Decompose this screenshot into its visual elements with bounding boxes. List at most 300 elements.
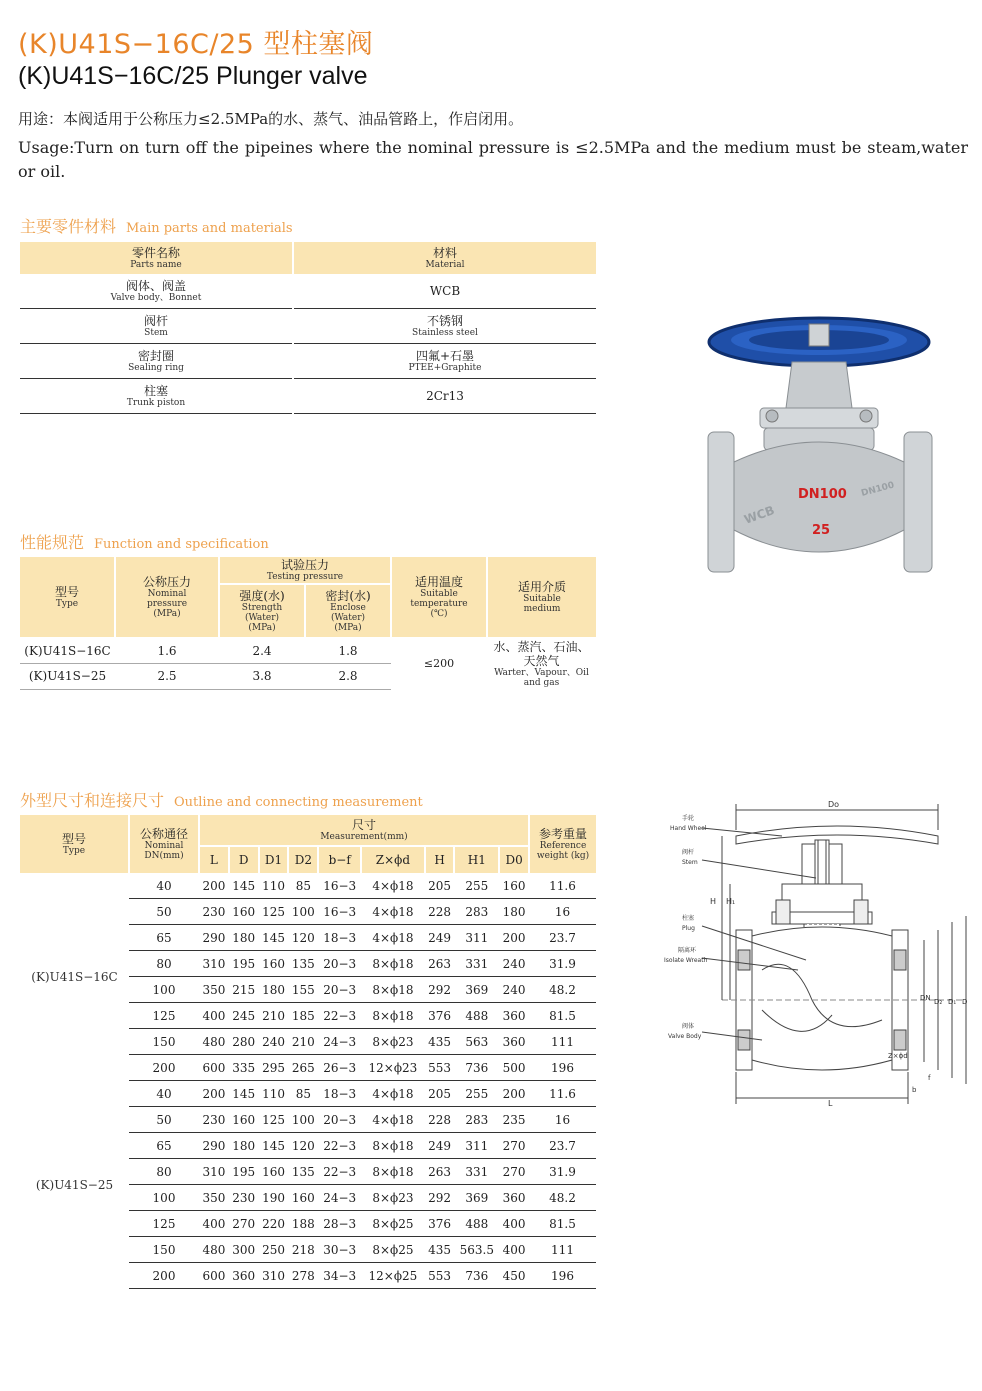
dims-value-cell: 331 [454, 1159, 499, 1185]
spec-strength-header [219, 584, 305, 638]
dims-value-cell: 30−3 [318, 1237, 361, 1263]
dims-value-cell: 28−3 [318, 1211, 361, 1237]
dims-value-cell: 292 [425, 977, 455, 1003]
spec-medium-cn2: 天然气 [523, 654, 560, 668]
label-body-cn: 阀体 [682, 1023, 695, 1030]
dims-value-cell: 360 [499, 1003, 529, 1029]
dims-weight-header-en2: weight (kg) [536, 851, 590, 861]
dims-col-header: D0 [499, 846, 529, 873]
dims-dn-cell: 100 [129, 977, 199, 1003]
part-name-cn: 阀体、阀盖 [125, 279, 186, 293]
dims-value-cell: 228 [425, 1107, 455, 1133]
label-plug-cn: 柱塞 [682, 915, 695, 922]
part-name-en: Trunk piston [126, 398, 186, 408]
dims-value-cell: 81.5 [529, 1211, 596, 1237]
dims-type-cell: (K)U41S−25 [35, 1177, 114, 1192]
dims-value-cell: 4×ϕ18 [361, 899, 424, 925]
spec-pn-header-en2: pressure [146, 599, 188, 609]
dim-d1: D₁ [948, 998, 957, 1006]
dim-zd: Z×ϕd [888, 1052, 908, 1060]
dims-value-cell: 563.5 [454, 1237, 499, 1263]
plunger-valve-photo [706, 312, 938, 578]
dims-value-cell: 400 [499, 1237, 529, 1263]
spec-seal-header-en2: (Water) [330, 613, 366, 623]
dims-dn-header [129, 815, 199, 873]
part-material-en: PTEE+Graphite [408, 363, 482, 373]
spec-type-header-cn: 型号 [54, 585, 79, 599]
spec-pn: 2.5 [115, 664, 219, 689]
parts-name-header-cn: 零件名称 [131, 246, 180, 260]
dims-value-cell: 145 [229, 1081, 259, 1107]
table-row [20, 873, 596, 899]
dim-do: Do [828, 800, 840, 809]
dims-value-cell: 488 [454, 1003, 499, 1029]
dims-weight-header [529, 815, 596, 873]
dims-value-cell: 18−3 [318, 1081, 361, 1107]
dim-h: H [710, 897, 717, 906]
dims-value-cell: 190 [259, 1185, 289, 1211]
dims-value-cell: 8×ϕ23 [361, 1185, 424, 1211]
dim-d: D [962, 998, 968, 1006]
dims-value-cell: 283 [454, 1107, 499, 1133]
dims-value-cell: 22−3 [318, 1133, 361, 1159]
label-hand-wheel-cn: 手轮 [682, 815, 695, 822]
dims-dn-cell: 150 [129, 1237, 199, 1263]
dims-value-cell: 31.9 [529, 1159, 596, 1185]
spec-medium-header [487, 557, 596, 638]
dims-dn-header-cn: 公称通径 [139, 827, 188, 841]
dims-dn-cell: 125 [129, 1211, 199, 1237]
dims-value-cell: 120 [288, 1133, 318, 1159]
spec-temp-header-en3: (℃) [430, 609, 448, 619]
dims-value-cell: 255 [454, 873, 499, 899]
dims-value-cell: 85 [288, 1081, 318, 1107]
dims-value-cell: 135 [288, 1159, 318, 1185]
dims-value-cell: 110 [259, 1081, 289, 1107]
dims-value-cell: 230 [229, 1185, 259, 1211]
dims-value-cell: 400 [499, 1211, 529, 1237]
dims-value-cell: 8×ϕ18 [361, 1003, 424, 1029]
dims-weight-header-cn: 参考重量 [538, 827, 587, 841]
dims-value-cell: 81.5 [529, 1003, 596, 1029]
dims-value-cell: 311 [454, 1133, 499, 1159]
part-material [293, 309, 596, 344]
dims-value-cell: 11.6 [529, 873, 596, 899]
dims-value-cell: 135 [288, 951, 318, 977]
dims-value-cell: 270 [499, 1159, 529, 1185]
dim-h1: H₁ [726, 897, 736, 906]
dims-value-cell: 196 [529, 1055, 596, 1081]
dims-value-cell: 200 [499, 1081, 529, 1107]
dims-value-cell: 8×ϕ18 [361, 977, 424, 1003]
dims-value-cell: 16−3 [318, 873, 361, 899]
dims-value-cell: 111 [529, 1237, 596, 1263]
dims-title-cn: 外型尺寸和连接尺寸 [20, 791, 165, 810]
dims-value-cell: 24−3 [318, 1029, 361, 1055]
dims-dn-cell: 200 [129, 1055, 199, 1081]
spec-test-header [219, 557, 391, 584]
dims-value-cell: 480 [199, 1029, 229, 1055]
spec-test-header-cn: 试验压力 [280, 558, 329, 572]
parts-name-header-en: Parts name [130, 260, 182, 270]
spec-type: (K)U41S−25 [20, 664, 115, 689]
dims-table [20, 815, 596, 1289]
cast-material-label: WCB [742, 502, 777, 527]
spec-pn: 1.6 [115, 638, 219, 664]
parts-row [20, 344, 596, 379]
spec-strength-header-en1: Strength [241, 603, 283, 613]
label-wreath-en: Isolate Wreath [664, 957, 708, 964]
dims-value-cell: 125 [259, 899, 289, 925]
spec-strength: 3.8 [219, 664, 305, 689]
dims-value-cell: 8×ϕ18 [361, 1159, 424, 1185]
dim-d2: D₂ [934, 998, 943, 1006]
dims-value-cell: 215 [229, 977, 259, 1003]
dims-value-cell: 85 [288, 873, 318, 899]
dims-value-cell: 600 [199, 1263, 229, 1289]
dim-f: f [928, 1074, 931, 1082]
dims-value-cell: 125 [259, 1107, 289, 1133]
dims-value-cell: 16 [529, 1107, 596, 1133]
dims-value-cell: 369 [454, 977, 499, 1003]
parts-title-en: Main parts and materials [126, 221, 293, 236]
dims-value-cell: 290 [199, 1133, 229, 1159]
dims-value-cell: 12×ϕ23 [361, 1055, 424, 1081]
part-material-cn: 不锈钢 [426, 314, 463, 328]
label-stem-cn: 阀杆 [682, 849, 695, 856]
parts-row [20, 274, 596, 309]
part-name [20, 309, 293, 344]
dims-value-cell: 295 [259, 1055, 289, 1081]
dims-value-cell: 11.6 [529, 1081, 596, 1107]
dims-value-cell: 220 [259, 1211, 289, 1237]
parts-row [20, 309, 596, 344]
dims-value-cell: 22−3 [318, 1159, 361, 1185]
dims-value-cell: 400 [199, 1003, 229, 1029]
spec-seal-header [305, 584, 391, 638]
dims-col-header: D2 [288, 846, 318, 873]
dims-value-cell: 400 [199, 1211, 229, 1237]
parts-table [20, 242, 596, 414]
dims-value-cell: 120 [288, 925, 318, 951]
dims-value-cell: 23.7 [529, 1133, 596, 1159]
spec-header-row-1 [20, 557, 596, 584]
spec-title-cn: 性能规范 [20, 533, 85, 552]
dims-col-header: Z×ϕd [361, 846, 424, 873]
dims-value-cell: 245 [229, 1003, 259, 1029]
spec-pn-header-en3: (MPa) [153, 609, 181, 619]
spec-medium-cn1: 水、蒸汽、石油、 [493, 640, 590, 654]
dims-value-cell: 160 [499, 873, 529, 899]
part-name [20, 274, 293, 309]
dims-dn-cell: 80 [129, 1159, 199, 1185]
dims-value-cell: 145 [259, 1133, 289, 1159]
parts-header-row [20, 242, 596, 274]
part-name-cn: 柱塞 [143, 384, 168, 398]
parts-material-header-cn: 材料 [432, 246, 457, 260]
dims-dn-cell: 80 [129, 951, 199, 977]
dims-value-cell: 736 [454, 1055, 499, 1081]
dims-size-header-en: Measurement(mm) [320, 832, 408, 842]
dims-value-cell: 270 [499, 1133, 529, 1159]
part-material-cn: 2Cr13 [426, 389, 464, 403]
dims-value-cell: 563 [454, 1029, 499, 1055]
dims-value-cell: 8×ϕ18 [361, 951, 424, 977]
dims-value-cell: 270 [229, 1211, 259, 1237]
spec-seal-header-cn: 密封(水) [325, 589, 371, 603]
dims-value-cell: 24−3 [318, 1185, 361, 1211]
dims-type-header [20, 815, 129, 873]
dims-value-cell: 450 [499, 1263, 529, 1289]
dims-value-cell: 188 [288, 1211, 318, 1237]
dims-value-cell: 278 [288, 1263, 318, 1289]
dims-value-cell: 16 [529, 899, 596, 925]
dims-col-header: D [229, 846, 259, 873]
dims-value-cell: 240 [259, 1029, 289, 1055]
dims-value-cell: 196 [529, 1263, 596, 1289]
dims-value-cell: 263 [425, 1159, 455, 1185]
dims-value-cell: 12×ϕ25 [361, 1263, 424, 1289]
dims-value-cell: 230 [199, 1107, 229, 1133]
dims-weight-header-en1: Reference [539, 841, 587, 851]
dims-value-cell: 4×ϕ18 [361, 1107, 424, 1133]
dims-value-cell: 292 [425, 1185, 455, 1211]
spec-strength-header-en3: (MPa) [248, 623, 276, 633]
dims-value-cell: 16−3 [318, 899, 361, 925]
dims-value-cell: 350 [199, 977, 229, 1003]
dims-value-cell: 360 [229, 1263, 259, 1289]
dims-value-cell: 111 [529, 1029, 596, 1055]
dims-value-cell: 311 [454, 925, 499, 951]
dims-value-cell: 20−3 [318, 1107, 361, 1133]
part-name-cn: 阀杆 [143, 314, 168, 328]
dims-value-cell: 160 [259, 951, 289, 977]
dims-value-cell: 8×ϕ25 [361, 1237, 424, 1263]
spec-type-header [20, 557, 115, 638]
part-name-en: Sealing ring [128, 363, 184, 373]
dims-value-cell: 360 [499, 1029, 529, 1055]
part-material [293, 379, 596, 414]
dims-value-cell: 228 [425, 899, 455, 925]
parts-name-header [20, 242, 293, 274]
dims-type-cell: (K)U41S−16C [31, 969, 118, 984]
dims-value-cell: 160 [259, 1159, 289, 1185]
dims-value-cell: 110 [259, 873, 289, 899]
dims-size-header [199, 815, 529, 846]
dims-value-cell: 180 [229, 1133, 259, 1159]
dims-type-header-en: Type [62, 846, 86, 856]
part-material-en: Stainless steel [412, 328, 478, 338]
dims-value-cell: 4×ϕ18 [361, 873, 424, 899]
dims-value-cell: 200 [199, 873, 229, 899]
dims-table-body [20, 873, 596, 1289]
dims-value-cell: 210 [288, 1029, 318, 1055]
dims-value-cell: 4×ϕ18 [361, 1081, 424, 1107]
spec-table [20, 557, 596, 690]
spec-temp-header [391, 557, 487, 638]
spec-seal: 2.8 [305, 664, 391, 689]
spec-temp: ≤200 [423, 657, 455, 670]
page-title-cn: (K)U41S−16C/25 型柱塞阀 [18, 29, 374, 60]
dims-value-cell: 283 [454, 899, 499, 925]
part-material-cn: WCB [429, 284, 461, 298]
dims-value-cell: 249 [425, 1133, 455, 1159]
usage-text-cn: 用途：本阀适用于公称压力≤2.5MPa的水、蒸气、油品管路上，作启闭用。 [18, 110, 524, 128]
dims-dn-header-en2: DN(mm) [144, 851, 184, 861]
dims-value-cell: 180 [229, 925, 259, 951]
dims-col-header: L [199, 846, 229, 873]
dims-value-cell: 23.7 [529, 925, 596, 951]
dims-value-cell: 240 [499, 977, 529, 1003]
dims-value-cell: 200 [199, 1081, 229, 1107]
part-name [20, 379, 293, 414]
dims-value-cell: 8×ϕ18 [361, 1133, 424, 1159]
cast-pressure-label: 25 [812, 523, 831, 538]
parts-title-cn: 主要零件材料 [20, 217, 117, 236]
dims-value-cell: 160 [288, 1185, 318, 1211]
spec-seal-header-en3: (MPa) [334, 623, 362, 633]
dims-value-cell: 290 [199, 925, 229, 951]
dims-type-header-cn: 型号 [61, 832, 86, 846]
spec-row [20, 638, 596, 664]
spec-strength-header-cn: 强度(水) [239, 589, 285, 603]
dims-value-cell: 736 [454, 1263, 499, 1289]
dims-value-cell: 8×ϕ23 [361, 1029, 424, 1055]
spec-temp-header-cn: 适用温度 [414, 575, 463, 589]
label-plug-en: Plug [682, 925, 695, 932]
dims-value-cell: 376 [425, 1211, 455, 1237]
dims-value-cell: 265 [288, 1055, 318, 1081]
spec-medium [487, 638, 596, 689]
dim-l: L [828, 1099, 833, 1108]
dims-value-cell: 205 [425, 1081, 455, 1107]
spec-temp-header-en2: temperature [410, 599, 468, 609]
parts-material-header-en: Material [425, 260, 465, 270]
parts-section-title [20, 214, 293, 237]
dims-value-cell: 180 [259, 977, 289, 1003]
parts-row [20, 379, 596, 414]
dims-value-cell: 34−3 [318, 1263, 361, 1289]
dims-value-cell: 205 [425, 873, 455, 899]
dims-value-cell: 300 [229, 1237, 259, 1263]
dims-value-cell: 18−3 [318, 925, 361, 951]
part-name-cn: 密封圈 [137, 349, 174, 363]
dims-value-cell: 600 [199, 1055, 229, 1081]
dims-dn-cell: 150 [129, 1029, 199, 1055]
spec-seal-header-en1: Enclose [330, 603, 366, 613]
dims-value-cell: 20−3 [318, 951, 361, 977]
dims-dn-cell: 200 [129, 1263, 199, 1289]
dims-value-cell: 553 [425, 1263, 455, 1289]
dims-value-cell: 218 [288, 1237, 318, 1263]
dims-dn-cell: 50 [129, 1107, 199, 1133]
dims-value-cell: 310 [199, 951, 229, 977]
part-name-en: Valve body、Bonnet [110, 293, 202, 303]
part-name [20, 344, 293, 379]
dims-value-cell: 553 [425, 1055, 455, 1081]
dims-value-cell: 235 [499, 1107, 529, 1133]
spec-pn-header [115, 557, 219, 638]
dims-value-cell: 145 [259, 925, 289, 951]
dims-col-header: b−f [318, 846, 361, 873]
dims-value-cell: 280 [229, 1029, 259, 1055]
dims-value-cell: 263 [425, 951, 455, 977]
dims-value-cell: 180 [499, 899, 529, 925]
dims-value-cell: 100 [288, 899, 318, 925]
usage-text-en: Usage:Turn on turn off the pipeines where the nominal pressure is ≤2.5MPa and the medium must be steam,water or oil. [18, 138, 968, 181]
dims-dn-cell: 65 [129, 1133, 199, 1159]
dims-value-cell: 4×ϕ18 [361, 925, 424, 951]
cast-flow-label: DN100 [860, 480, 896, 499]
spec-title-en: Function and specification [94, 537, 269, 552]
spec-seal: 1.8 [305, 638, 391, 664]
dims-value-cell: 155 [288, 977, 318, 1003]
dims-value-cell: 480 [199, 1237, 229, 1263]
dims-value-cell: 185 [288, 1003, 318, 1029]
dims-value-cell: 500 [499, 1055, 529, 1081]
dims-value-cell: 26−3 [318, 1055, 361, 1081]
label-wreath-cn: 隔离环 [678, 947, 697, 954]
dims-value-cell: 195 [229, 1159, 259, 1185]
dims-value-cell: 249 [425, 925, 455, 951]
spec-pn-header-cn: 公称压力 [142, 575, 191, 589]
dims-title-en: Outline and connecting measurement [174, 795, 423, 810]
dims-value-cell: 20−3 [318, 977, 361, 1003]
dims-col-header: H [425, 846, 455, 873]
dim-b: b [912, 1086, 917, 1094]
dims-value-cell: 200 [499, 925, 529, 951]
spec-section-title [20, 530, 269, 553]
dims-col-header: H1 [454, 846, 499, 873]
dims-value-cell: 255 [454, 1081, 499, 1107]
spec-medium-header-en2: medium [523, 604, 561, 614]
parts-material-header [293, 242, 596, 274]
dims-dn-header-en1: Nominal [144, 841, 184, 851]
dims-value-cell: 369 [454, 1185, 499, 1211]
dims-dn-cell: 100 [129, 1185, 199, 1211]
dims-value-cell: 48.2 [529, 1185, 596, 1211]
part-material-cn: 四氟+石墨 [415, 349, 475, 363]
dims-value-cell: 100 [288, 1107, 318, 1133]
dims-value-cell: 210 [259, 1003, 289, 1029]
dims-value-cell: 230 [199, 899, 229, 925]
dims-dn-cell: 50 [129, 899, 199, 925]
dims-size-header-cn: 尺寸 [351, 818, 376, 832]
dims-dn-cell: 125 [129, 1003, 199, 1029]
dims-value-cell: 350 [199, 1185, 229, 1211]
spec-strength-header-en2: (Water) [244, 613, 280, 623]
dims-value-cell: 145 [229, 873, 259, 899]
dims-value-cell: 22−3 [318, 1003, 361, 1029]
spec-type-header-en: Type [55, 599, 79, 609]
dims-value-cell: 48.2 [529, 977, 596, 1003]
spec-test-header-en: Testing pressure [266, 572, 344, 582]
dims-col-header: D1 [259, 846, 289, 873]
spec-medium-header-en1: Suitable [523, 594, 561, 604]
part-material [293, 344, 596, 379]
dims-value-cell: 160 [229, 1107, 259, 1133]
dims-value-cell: 31.9 [529, 951, 596, 977]
dims-dn-cell: 65 [129, 925, 199, 951]
spec-temp-header-en1: Suitable [420, 589, 458, 599]
spec-medium-en: Warter、Vapour、Oil and gas [494, 668, 589, 688]
dims-section-title [20, 788, 423, 811]
dims-dn-cell: 40 [129, 1081, 199, 1107]
spec-pn-header-en1: Nominal [147, 589, 187, 599]
dims-value-cell: 195 [229, 951, 259, 977]
dims-value-cell: 240 [499, 951, 529, 977]
table-row [20, 1081, 596, 1107]
